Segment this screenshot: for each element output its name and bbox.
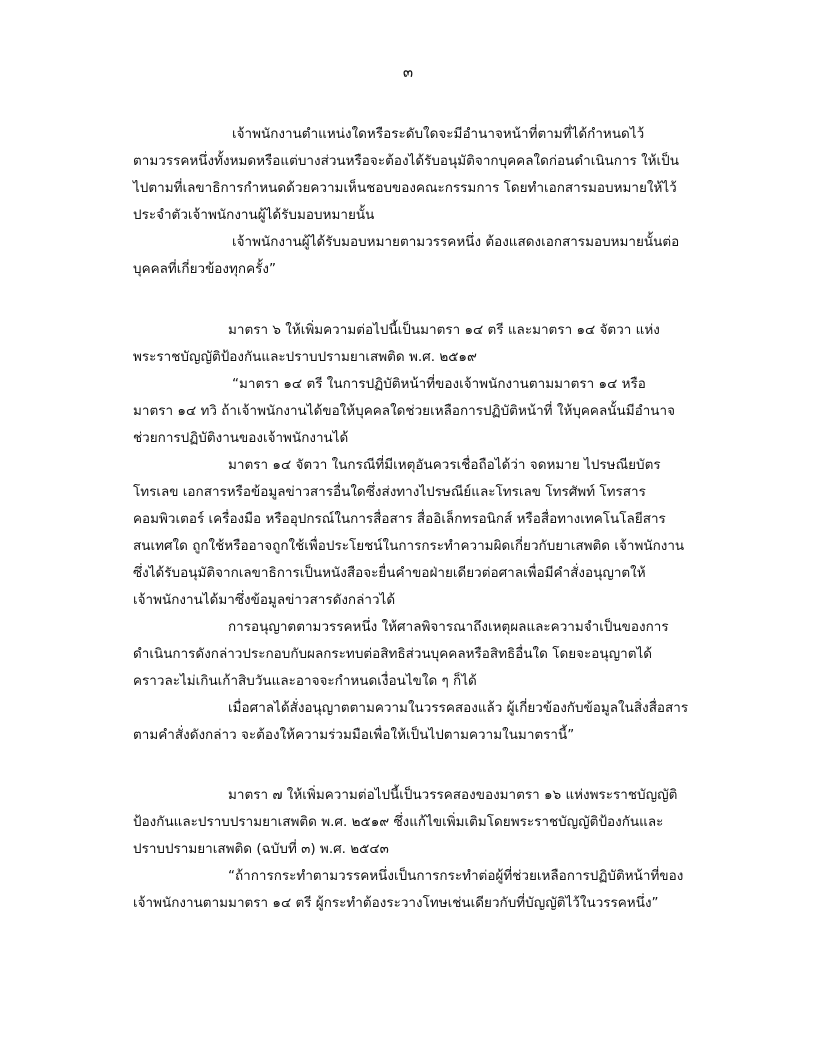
- paragraph-line: “มาตรา ๑๔ ตรี ในการปฏิบัติหน้าที่ของเจ้าพนักงานตามมาตรา ๑๔ หรือ: [232, 376, 646, 392]
- paragraph-line: เจ้าพนักงานตามมาตรา ๑๔ ตรี ผู้กระทำต้องระวางโทษเช่นเดียวกับที่บัญญัติไว้ในวรรคหนึ่ง”: [133, 895, 659, 911]
- paragraph-line: พระราชบัญญัติป้องกันและปราบปรามยาเสพติด พ.ศ. ๒๕๑๙: [133, 349, 477, 365]
- paragraph-line: ประจำตัวเจ้าพนักงานผู้ได้รับมอบหมายนั้น: [133, 207, 375, 223]
- paragraph-line: “ถ้าการกระทำตามวรรคหนึ่งเป็นการกระทำต่อผู้ที่ช่วยเหลือการปฏิบัติหน้าที่ของ: [228, 868, 684, 884]
- paragraph-line: เจ้าพนักงานได้มาซึ่งข้อมูลข่าวสารดังกล่าวได้: [133, 592, 396, 608]
- paragraph-line: ปราบปรามยาเสพติด (ฉบับที่ ๓) พ.ศ. ๒๕๔๓: [133, 841, 389, 857]
- paragraph-line: เจ้าพนักงานผู้ได้รับมอบหมายตามวรรคหนึ่ง ต้องแสดงเอกสารมอบหมายนั้นต่อ: [232, 234, 680, 250]
- section-heading-line: มาตรา ๖ ให้เพิ่มความต่อไปนี้เป็นมาตรา ๑๔ ตรี และมาตรา ๑๔ จัตวา แห่ง: [228, 322, 660, 338]
- paragraph-line: มาตรา ๑๔ จัตวา ในกรณีที่มีเหตุอันควรเชื่อถือได้ว่า จดหมาย ไปรษณียบัตร: [228, 457, 661, 473]
- paragraph-line: คราวละไม่เกินเก้าสิบวันและอาจจะกำหนดเงื่อนไขใด ๆ ก็ได้: [133, 673, 477, 689]
- paragraph-line: ไปตามที่เลขาธิการกำหนดด้วยความเห็นชอบของคณะกรรมการ โดยทำเอกสารมอบหมายให้ไว้: [133, 180, 677, 196]
- paragraph-line: โทรเลข เอกสารหรือข้อมูลข่าวสารอื่นใดซึ่งส่งทางไปรษณีย์และโทรเลข โทรศัพท์ โทรสาร: [133, 484, 646, 500]
- paragraph-line: เจ้าพนักงานตำแหน่งใดหรือระดับใดจะมีอำนาจหน้าที่ตามที่ได้กำหนดไว้: [232, 126, 645, 142]
- paragraph-line: ตามคำสั่งดังกล่าว จะต้องให้ความร่วมมือเพื่อให้เป็นไปตามความในมาตรานี้”: [133, 727, 575, 743]
- paragraph-line: ช่วยการปฏิบัติงานของเจ้าพนักงานได้: [133, 430, 349, 446]
- paragraph-line: บุคคลที่เกี่ยวข้องทุกครั้ง”: [133, 261, 276, 277]
- paragraph-line: ดำเนินการดังกล่าวประกอบกับผลกระทบต่อสิทธิส่วนบุคคลหรือสิทธิอื่นใด โดยจะอนุญาตได้: [133, 646, 653, 662]
- page-number: ๓: [402, 63, 414, 81]
- paragraph-line: สนเทศใด ถูกใช้หรืออาจถูกใช้เพื่อประโยชน์ในการกระทำความผิดเกี่ยวกับยาเสพติด เจ้าพนักงาน: [133, 538, 685, 554]
- section-heading-line: มาตรา ๗ ให้เพิ่มความต่อไปนี้เป็นวรรคสองของมาตรา ๑๖ แห่งพระราชบัญญัติ: [228, 787, 678, 803]
- paragraph-line: ซึ่งได้รับอนุมัติจากเลขาธิการเป็นหนังสือจะยื่นคำขอฝ่ายเดียวต่อศาลเพื่อมีคำสั่งอนุญาตให้: [133, 565, 646, 581]
- paragraph-line: การอนุญาตตามวรรคหนึ่ง ให้ศาลพิจารณาถึงเหตุผลและความจำเป็นของการ: [228, 619, 669, 635]
- paragraph-line: ป้องกันและปราบปรามยาเสพติด พ.ศ. ๒๕๑๙ ซึ่งแก้ไขเพิ่มเติมโดยพระราชบัญญัติป้องกันและ: [133, 814, 664, 830]
- paragraph-line: เมื่อศาลได้สั่งอนุญาตตามความในวรรคสองแล้ว ผู้เกี่ยวข้องกับข้อมูลในสิ่งสื่อสาร: [228, 700, 689, 716]
- paragraph-line: มาตรา ๑๔ ทวิ ถ้าเจ้าพนักงานได้ขอให้บุคคลใดช่วยเหลือการปฏิบัติหน้าที่ ให้บุคคลนั้นมีอำนาจ: [133, 403, 676, 419]
- paragraph-line: คอมพิวเตอร์ เครื่องมือ หรืออุปกรณ์ในการสื่อสาร สื่ออิเล็กทรอนิกส์ หรือสื่อทางเทคโนโลยีสาร: [133, 511, 666, 527]
- paragraph-line: ตามวรรคหนึ่งทั้งหมดหรือแต่บางส่วนหรือจะต้องได้รับอนุมัติจากบุคคลใดก่อนดำเนินการ ให้เป็น: [133, 153, 679, 169]
